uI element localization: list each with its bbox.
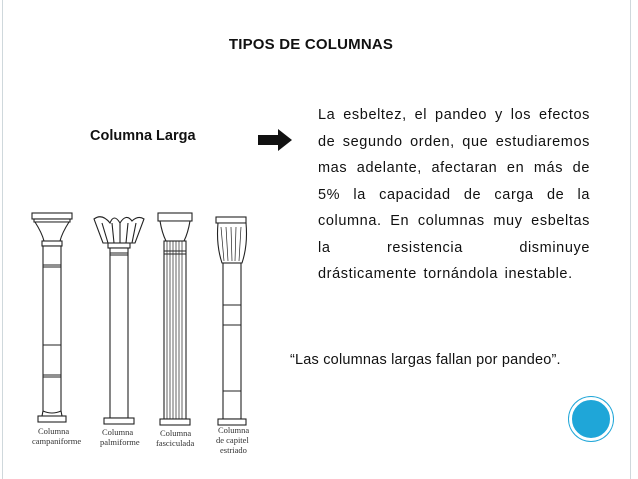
caption-striated-line1: Columna [218,425,250,435]
striated-capital-column [216,217,247,425]
caption-campaniform-line2: campaniforme [32,436,82,446]
caption-palmiform-line1: Columna [102,427,134,437]
caption-striated-line2: de capitel [216,435,249,445]
right-arrow-icon [258,129,292,151]
description-text: La esbeltez, el pandeo y los efectos de segundo orden, que estudiaremos mas adelante, afectaran en más de 5% la capacidad de carga de la columna. En columnas muy esbeltas la resistencia disminuye drásticamente tornándola inestable. [318,107,590,282]
slide-title: TIPOS DE COLUMNAS [228,36,394,53]
palmiform-column [94,217,144,424]
caption-striated-line3: estriado [220,445,247,455]
campaniform-column [32,213,72,422]
accent-circle [569,397,613,441]
caption-fasciculate-line1: Columna [160,428,192,438]
term-label: Columna Larga [90,128,196,144]
slide-border-right [630,0,631,479]
quote-text: “Las columnas largas fallan por pandeo”. [290,352,561,368]
column-types-illustration [22,205,272,457]
caption-palmiform-line2: palmiforme [100,437,140,447]
caption-fasciculate-line2: fasciculada [156,438,195,448]
fasciculate-column [158,213,192,425]
caption-campaniform-line1: Columna [38,426,70,436]
slide-border-left [2,0,3,479]
